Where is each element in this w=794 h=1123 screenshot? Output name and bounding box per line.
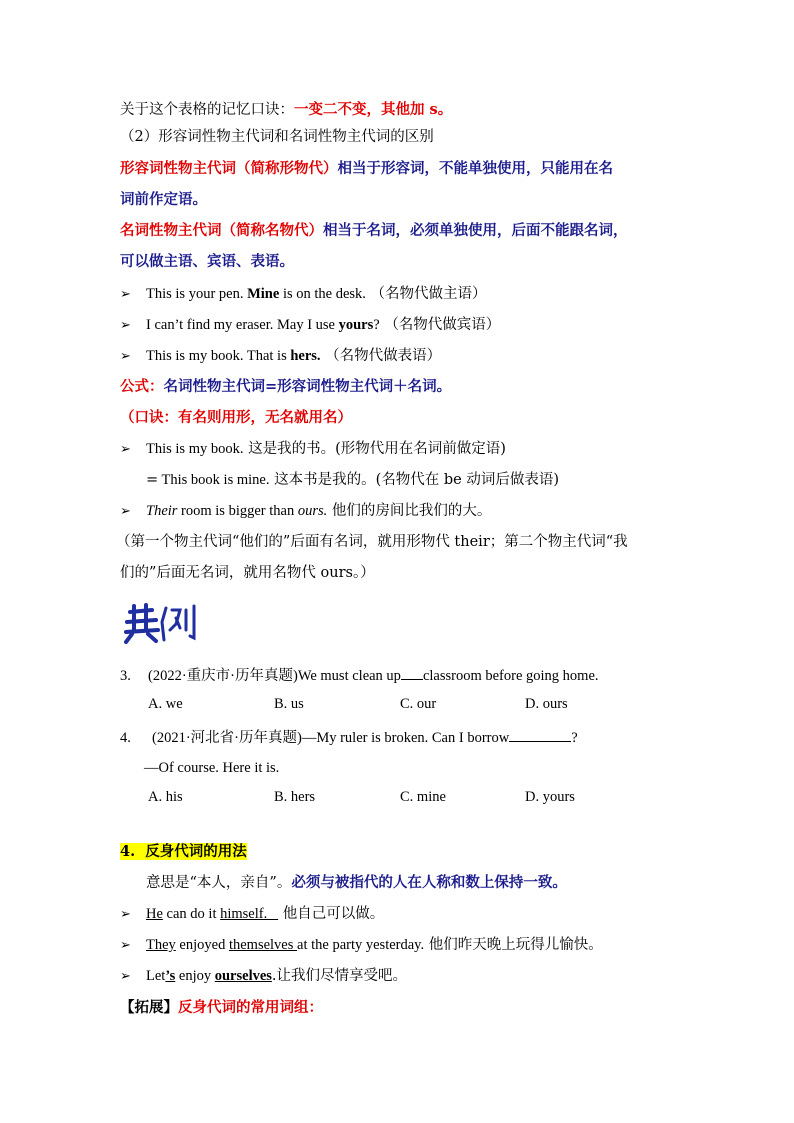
example-subject: They <box>146 937 176 953</box>
example-item <box>120 346 441 367</box>
example-text: is on the desk. <box>279 286 366 302</box>
example-text: enjoyed <box>175 937 229 953</box>
example-translation: 他们昨天晚上玩得儿愉快。 <box>424 937 603 953</box>
question-text: ? <box>571 730 578 746</box>
example-subject: He <box>146 906 163 922</box>
bullet-arrow-icon: ➢ <box>120 938 131 953</box>
explanation-line: （第一个物主代词“他们的”后面有名词，就用形物代 their；第二个物主代词“我 <box>116 534 628 550</box>
option-c: C. mine <box>400 789 446 805</box>
option-a: A. his <box>148 789 183 805</box>
extension-title: 反身代词的常用词组： <box>178 999 323 1016</box>
mnemonic-rule <box>120 408 352 428</box>
example-translation: 这是我的书。(形物代用在名词前做定语) <box>243 441 506 457</box>
section-4-heading <box>120 842 247 862</box>
example-text: room is bigger than <box>177 503 298 519</box>
option-d: D. yours <box>525 789 575 805</box>
question-number: 3. <box>120 668 131 684</box>
example-keyword: ’s <box>165 968 176 984</box>
term-adjective-possessive: 形容词性物主代词（简称形物代） <box>120 160 338 177</box>
definition-text-cont: 词前作定语。 <box>120 191 207 208</box>
mnemonic-highlight: 一变二不变，其他加 s。 <box>294 101 453 118</box>
example-text: This is your pen. <box>146 286 248 302</box>
bullet-arrow-icon: ➢ <box>120 349 131 364</box>
noun-possessive-definition <box>120 221 628 241</box>
option-d: D. ours <box>525 696 568 712</box>
example-keyword: ours. <box>297 503 328 519</box>
example-keyword: yours <box>338 317 374 333</box>
formula-label: 公式： <box>120 378 164 395</box>
example-keyword: Their <box>146 503 178 519</box>
example-translation: 这本书是我的。(名物代在 be 动词后做表语) <box>269 472 559 488</box>
equals-sign: = <box>146 472 159 488</box>
option-b: B. us <box>274 696 304 712</box>
example-reflexive: himself. <box>220 906 279 922</box>
mnemonic-line <box>120 100 452 120</box>
example-text: Let <box>146 968 166 984</box>
definition-continued <box>120 252 294 272</box>
bullet-arrow-icon: ➢ <box>120 318 131 333</box>
example-text: This is my book. That is <box>146 348 291 364</box>
question-text: (2022·重庆市·历年真题)We must clean up <box>148 668 401 684</box>
example-item <box>120 284 487 305</box>
example-text: at the party yesterday. <box>297 937 425 953</box>
option-c: C. our <box>400 696 437 712</box>
term-noun-possessive: 名词性物主代词（简称名物代） <box>120 222 323 239</box>
formula-line <box>120 377 451 397</box>
question-4-response: —Of course. Here it is. <box>144 760 280 776</box>
example-item <box>120 439 506 460</box>
example-keyword: Mine <box>247 286 280 302</box>
definition-text: 相当于形容词，不能单独使用，只能用在名 <box>337 160 613 177</box>
example-item <box>120 315 500 336</box>
example-note: （名物代做主语） <box>370 286 487 302</box>
typical-example-logo-icon <box>122 600 200 644</box>
answer-blank[interactable] <box>509 727 571 742</box>
mnemonic-prefix: 关于这个表格的记忆口诀： <box>120 102 294 118</box>
meaning-rule: 必须与被指代的人在人称和数上保持一致。 <box>291 874 567 891</box>
example-item <box>120 966 407 987</box>
bullet-arrow-icon: ➢ <box>120 287 131 302</box>
subsection-heading: （2）形容词性物主代词和名词性物主代词的区别 <box>120 129 434 145</box>
example-equivalent <box>146 470 559 490</box>
answer-blank[interactable] <box>401 665 423 680</box>
section-4-meaning <box>146 873 567 893</box>
example-text: I can’t find my eraser. May I use <box>146 317 339 333</box>
extension-heading <box>120 998 323 1018</box>
option-a: A. we <box>148 696 183 712</box>
question-4-stem <box>120 727 578 748</box>
example-note: （名物代做表语） <box>325 348 442 364</box>
example-item <box>120 501 491 522</box>
definition-text: 相当于名词，必须单独使用，后面不能跟名词， <box>323 222 628 239</box>
bullet-arrow-icon: ➢ <box>120 504 131 519</box>
section-title: 反身代词的用法 <box>145 843 247 860</box>
question-3-stem <box>120 665 599 686</box>
example-translation: .让我们尽情享受吧。 <box>271 968 408 984</box>
example-text: This book is mine. <box>158 472 270 488</box>
example-translation: 他们的房间比我们的大。 <box>327 503 492 519</box>
section-heading-highlight <box>120 843 247 860</box>
bullet-arrow-icon: ➢ <box>120 442 131 457</box>
bullet-arrow-icon: ➢ <box>120 969 131 984</box>
example-text: enjoy <box>175 968 215 984</box>
explanation-line: 们的”后面无名词，就用名物代 ours。） <box>120 565 375 581</box>
bullet-arrow-icon: ➢ <box>120 907 131 922</box>
example-translation: 他自己可以做。 <box>278 906 385 922</box>
meaning-text: 意思是“本人，亲自”。 <box>146 875 292 891</box>
definition-text-cont: 可以做主语、宾语、表语。 <box>120 253 294 270</box>
example-item <box>120 935 603 956</box>
example-text: ? <box>373 317 380 333</box>
example-item <box>120 904 384 925</box>
section-number: 4. <box>120 843 136 860</box>
question-text: classroom before going home. <box>422 668 599 684</box>
adjective-possessive-definition <box>120 159 613 179</box>
example-reflexive: ourselves <box>214 968 272 984</box>
example-reflexive: themselves <box>228 937 298 953</box>
example-note: （名物代做宾语） <box>384 317 501 333</box>
definition-continued <box>120 190 207 210</box>
mnemonic-rule-text: （口诀：有名则用形，无名就用名） <box>120 409 352 426</box>
example-text: This is my book. <box>146 441 244 457</box>
example-text: can do it <box>162 906 221 922</box>
option-b: B. hers <box>274 789 316 805</box>
question-number: 4. <box>120 730 131 746</box>
extension-bracket: 【拓展】 <box>120 999 178 1016</box>
question-text: (2021·河北省·历年真题)—My ruler is broken. Can I borrow <box>152 730 510 746</box>
formula-text: 名词性物主代词=形容词性物主代词＋名词。 <box>163 378 452 395</box>
example-keyword: hers. <box>290 348 321 364</box>
